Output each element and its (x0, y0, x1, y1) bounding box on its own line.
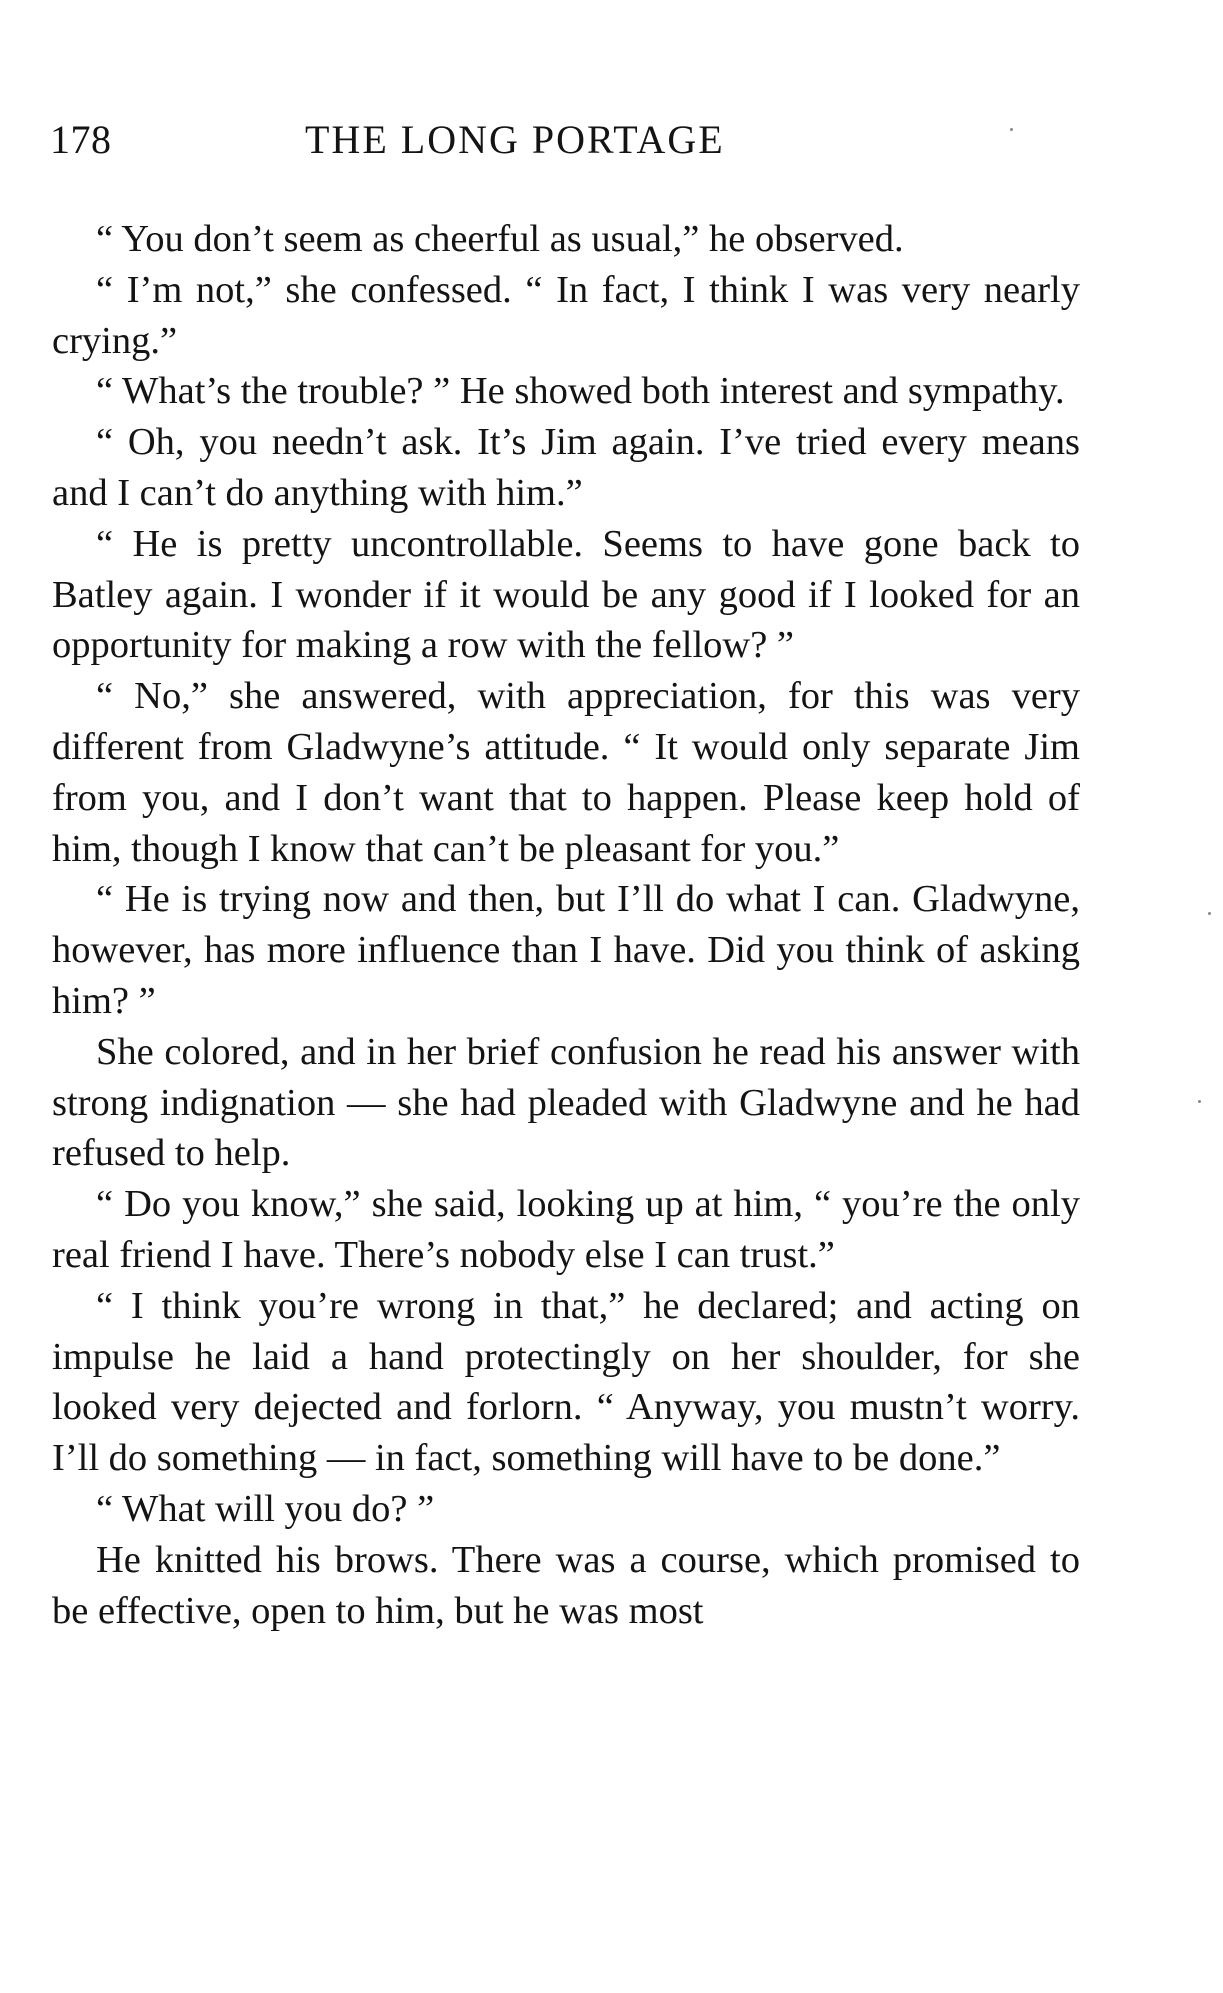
running-head (50, 110, 1080, 170)
book-title: THE LONG PORTAGE (305, 117, 725, 162)
paragraph: “ What’s the trouble? ” He showed both interest and sympathy. (96, 370, 1065, 413)
paragraph: He knitted his brows. There was a course, which promised to be effective, open to him, but he was most (52, 1538, 1080, 1632)
scan-speck (1208, 912, 1211, 915)
paragraph: “ He is pretty uncontrollable. Seems to have gone back to Batley again. I wonder if it would be any good if I looked for an opportunity for making a row with the fellow? ” (52, 522, 1080, 667)
scan-speck (1010, 128, 1013, 131)
paragraph: “ I think you’re wrong in that,” he declared; and acting on impulse he laid a hand protectingly on her shoulder, for she looked very dejected and forlorn. “ Anyway, you mustn’t worry. I’ll do something — in fact, something will have to be done.” (52, 1284, 1080, 1480)
body-text (52, 214, 1080, 1636)
paragraph: “ What will you do? ” (96, 1487, 435, 1530)
paragraph: “ He is trying now and then, but I’ll do what I can. Gladwyne, however, has more influence than I have. Did you think of asking him? ” (52, 878, 1080, 1022)
paragraph: She colored, and in her brief confusion he read his answer with strong indignation — she had pleaded with Gladwyne and he had refused to help. (52, 1030, 1080, 1175)
paragraph: “ You don’t seem as cheerful as usual,” he observed. (96, 218, 904, 260)
paragraph: “ No,” she answered, with appreciation, for this was very different from Gladwyne’s attitude. “ It would only separate Jim from you, and I don’t want that to happen. Please keep hold of him, though I know that can’t be pleasant for you.” (52, 675, 1080, 870)
scan-speck (1198, 1100, 1201, 1103)
page-number: 178 (50, 117, 112, 162)
paragraph: “ Do you know,” she said, looking up at him, “ you’re the only real friend I have. There’s nobody else I can trust.” (52, 1183, 1080, 1276)
paragraph: “ I’m not,” she confessed. “ In fact, I think I was very nearly crying.” (52, 268, 1080, 362)
paragraph: “ Oh, you needn’t ask. It’s Jim again. I’ve tried every means and I can’t do anything with him.” (52, 421, 1080, 514)
